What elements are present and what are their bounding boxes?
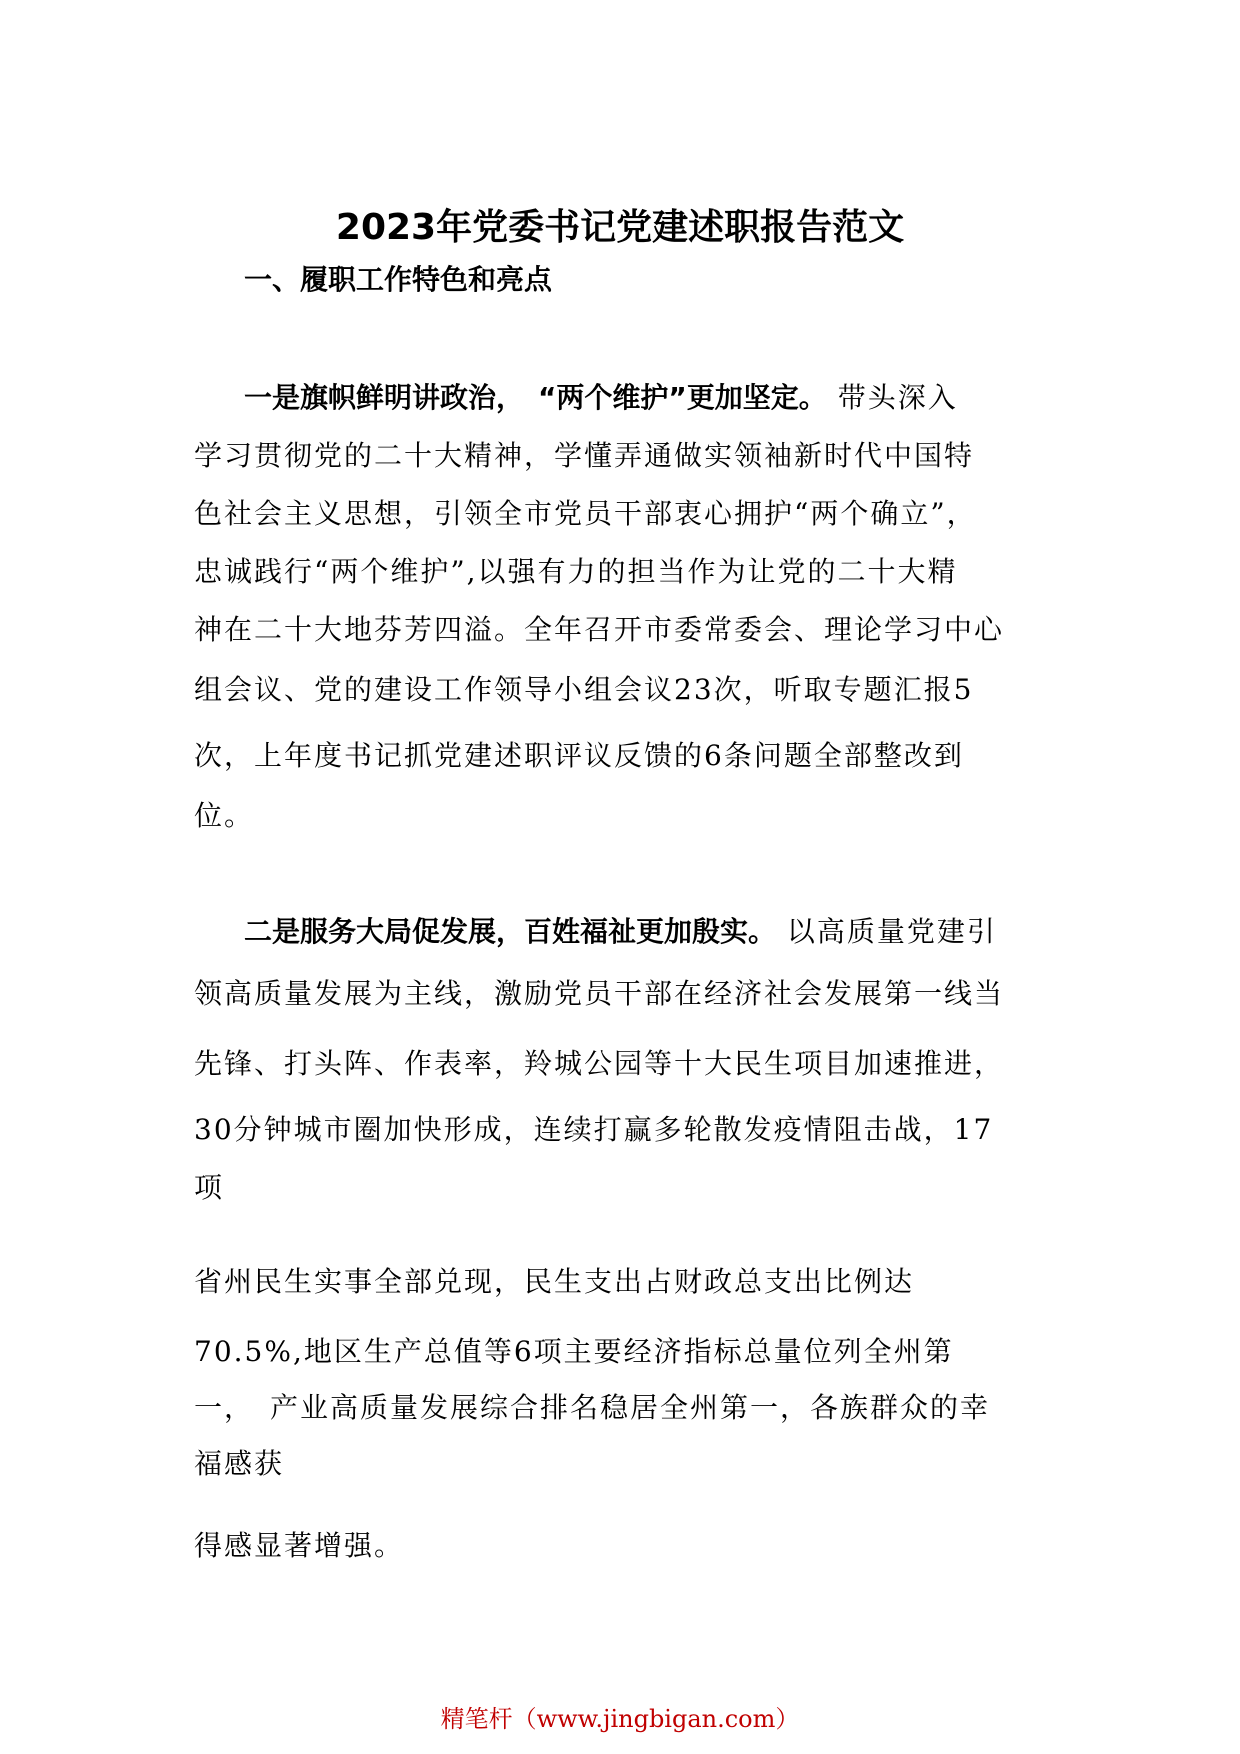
paragraph-2-line-1-text: 以高质量党建引 — [776, 915, 997, 948]
paragraph-1-line-7: 次，上年度书记抓党建述职评议反馈的6条问题全部整改到 — [194, 739, 964, 772]
paragraph-2-line-10: 得感显著增强。 — [194, 1529, 405, 1562]
paragraph-2-line-8: 一， 产业高质量发展综合排名稳居全州第一，各族群众的幸 — [194, 1391, 991, 1424]
paragraph-2-line-2: 领高质量发展为主线，激励党员干部在经济社会发展第一线当 — [194, 977, 1005, 1010]
paragraph-1-line-2: 学习贯彻党的二十大精神，学懂弄通做实领袖新时代中国特 — [194, 439, 975, 472]
paragraph-2-line-7: 70.5%,地区生产总值等6项主要经济指标总量位列全州第 — [194, 1335, 954, 1368]
paragraph-1-line-4: 忠诚践行“两个维护”,以强有力的担当作为让党的二十大精 — [194, 555, 958, 588]
paragraph-1-line-8: 位。 — [194, 799, 255, 832]
paragraph-2-line-1 — [244, 914, 997, 950]
paragraph-2-lead: 二是服务大局促发展，百姓福祉更加殷实。 — [244, 915, 777, 948]
paragraph-2-line-5: 项 — [194, 1171, 225, 1204]
paragraph-1-line-1-text: 带头深入 — [826, 381, 958, 414]
footer-watermark: 精笔杆（www.jingbigan.com） — [440, 1705, 800, 1733]
paragraph-2-line-9: 福感获 — [194, 1447, 285, 1480]
page-title: 2023年党委书记党建述职报告范文 — [335, 207, 905, 248]
paragraph-2-line-4: 30分钟城市圈加快形成，连续打赢多轮散发疫情阻击战，17 — [194, 1113, 994, 1146]
paragraph-1-line-5: 神在二十大地芬芳四溢。全年召开市委常委会、理论学习中心 — [194, 613, 1005, 646]
paragraph-1-line-6: 组会议、党的建设工作领导小组会议23次，听取专题汇报5 — [194, 673, 974, 706]
paragraph-2-line-3: 先锋、打头阵、作表率，羚城公园等十大民生项目加速推进， — [194, 1047, 1005, 1080]
section-heading: 一、履职工作特色和亮点 — [244, 263, 553, 296]
paragraph-1-line-3: 色社会主义思想，引领全市党员干部衷心拥护“两个确立”， — [194, 497, 977, 530]
paragraph-1-line-1 — [244, 380, 958, 416]
paragraph-1-lead: 一是旗帜鲜明讲政治， “两个维护”更加坚定。 — [244, 381, 827, 414]
paragraph-2-line-6: 省州民生实事全部兑现，民生支出占财政总支出比例达 — [194, 1265, 915, 1298]
